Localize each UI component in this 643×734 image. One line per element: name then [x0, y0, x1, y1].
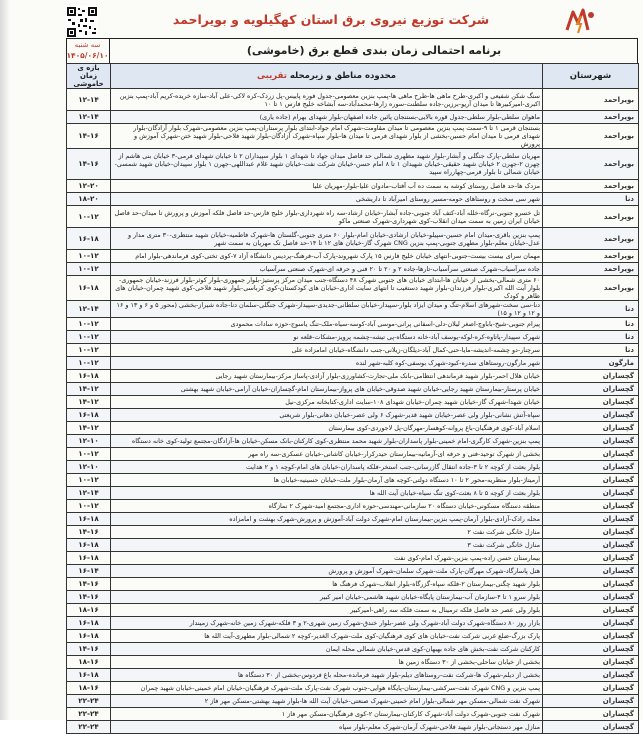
- time-cell: ۱۴-۱۶: [67, 643, 111, 656]
- table-row: [67, 124, 639, 149]
- county-cell: بویراحمد: [543, 149, 639, 180]
- table-row: [67, 682, 639, 695]
- area-cell: بیمارستان حسن زاده-پمپ بنزین-شهرک امام-کوی نفت: [111, 552, 543, 565]
- table-row: [67, 331, 639, 344]
- area-cell: ۶۰ متری شمالی-بخشی از خیابان ها-ابتدای خیابان های جنوبی شهرک ۴۸ دستگاه-جنب میدان مرکز پرستیژ-بلوار جمهوری-بلوار کوثر-بلوار فرزند-خیابان جمهوری-بلوار آیت الله اکبری-بلوار فرزندان-بلوار شهید دستغیب تا انتهای سایت اداری-خیابان های کودکستان-کوی کرباسی-بلوار شهید فلاحی-کوی شهید چمران-خیابان های طاهر و کودک: [111, 276, 543, 301]
- time-cell: ۲۲-۲۴: [67, 721, 111, 734]
- area-cell: خیابان پرستار-بیمارستان شهید رجایی-خیابان شهید صدوقی-خیابان های پرواز-بیمارستان امام-گچساران-خیابان آرامی-خیابان شهید بهشتی: [111, 383, 543, 396]
- county-cell: دنا: [543, 344, 639, 357]
- time-cell: ۱۰-۱۲: [67, 500, 111, 513]
- county-cell: بویراحمد: [543, 263, 639, 276]
- county-cell: گچساران: [543, 565, 639, 578]
- area-cell: خیابان هلال احمر-بلوار شهید فرماندهی انتظامی-بانک ملی-تجارت-کشاورزی-بلوار آزادی-پاساژ مرکز-بیمارستان شهید رجایی: [111, 370, 543, 383]
- time-cell: ۱۲-۲۰: [67, 180, 111, 193]
- time-cell: ۱۶-۱۸: [67, 669, 111, 682]
- table-row: [67, 708, 639, 721]
- table-row: [67, 370, 639, 383]
- county-cell: گچساران: [543, 721, 639, 734]
- table-row: [67, 474, 639, 487]
- area-cell: پارک بزرگ-ضلع غربی شرکت نفت-خیابان های کوی فرهنگیان-کوی ملت-شهرک الغدیر-کوچه ۲ شمالی-بلوار مطهری-آیت الله ها: [111, 630, 543, 643]
- time-cell: ۱۰-۱۲: [67, 263, 111, 276]
- subtitle-row: [66, 38, 638, 63]
- table-row: [67, 228, 639, 250]
- area-cell: شهرک نفت شمالی-مسکن مهر شمالی-بلوار امام خمینی-شهرک صنعتی-خیابان آیت الله ها-بلوار شهید بهشتی-مسکن مهر فاز ۲: [111, 695, 543, 708]
- table-row: [67, 721, 639, 734]
- area-cell: بلوار ولی عصر حد فاصل فلکه ترمینال به سمت فلکه سه راهی-امیرکبیر: [111, 604, 543, 617]
- time-cell: ۲۲-۲۴: [67, 708, 111, 721]
- table-row: [67, 111, 639, 124]
- time-cell: ۱۴-۱۶: [67, 526, 111, 539]
- table-row: [67, 409, 639, 422]
- area-cell: سرچنار-دو چشمه-اندیشه-مایا-حنی-کمال آباد-دیلگان-زیلانی-جنب دانشگاه-خیابان امامزاده علی: [111, 344, 543, 357]
- area-cell: پمپ بنزین-شهرک کارگری-امام خمینی-بلوار پاسداران-بلوار شهید محمد منتظری-کوی کارکنان-بانک مسکن-خیابان ها-آزادگان-مجتمع تولید-کوی خانه دستگاه: [111, 435, 543, 448]
- county-cell: بویراحمد: [543, 276, 639, 301]
- company-title: شرکت توزیع نیروی برق استان کهگیلویه و بویراحمد: [172, 12, 490, 27]
- table-row: [67, 448, 639, 461]
- county-cell: گچساران: [543, 526, 639, 539]
- time-cell: ۱۰-۱۲: [67, 357, 111, 370]
- area-cell: پیرام جنوبی-شیخ-باباوچ-اصغر لیلان-دلی-اسفانی پرانی-موسی آباد-کوسه-سیاه-ملک-تنگ یاسوج-حوزه سادات محمودی: [111, 318, 543, 331]
- table-row: [67, 193, 639, 206]
- area-cell: آرمیتاژ-بلوار منظریه-محور ۲ تا ۱۰ دستگاه دولتی-کوچه های آرمان-بلوار ملت-خیابان حسینیه-خیابان ها: [111, 474, 543, 487]
- weekday: سه شنبه: [74, 41, 101, 49]
- county-cell: گچساران: [543, 578, 639, 591]
- time-cell: ۱۶-۱۸: [67, 276, 111, 301]
- col-time-header: بازه ی زمان خاموشی: [67, 64, 111, 89]
- county-cell: گچساران: [543, 409, 639, 422]
- table-row: [67, 526, 639, 539]
- area-cell: ماهوان سلطی-بلوار سلطی-جدول قوره بالایی-بستنجان پائین جاده اصفهان-بلوار شهدای بهرام (جاده یاری): [111, 111, 543, 124]
- time-cell: ۱۴-۱۶: [67, 124, 111, 149]
- table-row: [67, 89, 639, 111]
- area-cell: کارکنان شرکت نفت-بخش های جاده بهبهان-کوی قدس-خیابان شمالی محله ایمان: [111, 643, 543, 656]
- time-cell: ۱۰-۱۲: [67, 206, 111, 228]
- area-cell: بلوار بعثت از کوچه ۲ تا ۳-جاده انتقال گازرسانی-جنب استخر-فلکه پاسداران-خیابان های امام-کوچه ۱ و ۲ هدایت: [111, 461, 543, 474]
- company-logo-icon: [564, 6, 596, 36]
- county-cell: بویراحمد: [543, 124, 639, 149]
- table-row: [67, 539, 639, 552]
- table-row: [67, 591, 639, 604]
- area-cell: بستنجان قرمی ۱ تا ۹-سمت پمپ بنزین معصومی تا میدان مقاومت-شهرک امام جواد-ابتدای بلوار پرستاران-پمپ بنزین معصومی-شهرک بلوار آرادگان-بلوار شهدای فرمی تا میدان امام حسین-بخشی از بلوار شهدای فرمی تا میدان ها-بلوار سپاه-شهرک آزادگان-بلوار شهید فلاحی-بلوار شهید ختن-شهرک آموزش و پرورش: [111, 124, 543, 149]
- schedule-subtitle: برنامه احتمالی زمان بندی قطع برق (خاموشی): [246, 44, 502, 57]
- document-header: [62, 6, 600, 36]
- time-cell: ۱۴-۱۶: [67, 578, 111, 591]
- area-cell: هتل پاسارگاد-شهرک مهرگان-پارک ملت-شهرک سلمان-شهرک آموزش و پرورش: [111, 565, 543, 578]
- table-row: [67, 276, 639, 301]
- table-row: [67, 487, 639, 500]
- time-cell: ۱۰-۱۲: [67, 448, 111, 461]
- time-cell: ۱۲-۱۰: [67, 435, 111, 448]
- time-cell: ۱۴-۱۲: [67, 422, 111, 435]
- area-cell: مهریان سلطی-پارک جنگلی و آبشار-بلوار شهید مطهری شمالی حد فاصل میدان جهاد تا شهدای ۱ بلوار سپیداران ۲ تا خیابان شهدای فرمی-۳ خیابان بنی هاشم از چهرن ۲-جهرن ۲ خیابان شهید حقیقی-خیابان شهیدان ۱ تا ۸ امام حسن-خیابان شرکت نفت-خیابان شهید غلام عبداللهی-جهرن ۱ بلوار سپیدان-خیابان شهید شمسی-خیابان شمالی تا بلوار فرمی-چهارراه سپید: [111, 149, 543, 180]
- table-row: [67, 695, 639, 708]
- table-body: [67, 89, 639, 734]
- time-cell: ۱۸-۱۶: [67, 656, 111, 669]
- area-cell: شهرک نفت جنوبی-شهرک دولت آباد-شهرک کارکنان-بیمارستان ۲-کوی فرهنگیان-مسکن مهر فاز ۱: [111, 708, 543, 721]
- county-cell: گچساران: [543, 474, 639, 487]
- county-cell: بویراحمد: [543, 89, 639, 111]
- county-cell: گچساران: [543, 630, 639, 643]
- table-row: [67, 301, 639, 318]
- table-row: [67, 656, 639, 669]
- table-row: [67, 617, 639, 630]
- time-cell: ۲۲-۲۴: [67, 695, 111, 708]
- county-cell: مارگون: [543, 357, 639, 370]
- date: ۱۴۰۵/۰۶/۱۰: [66, 51, 109, 60]
- area-cell: شهرک سپیدار-پاتاوه-کره-لوکه-یوسف آباد-خانه دستگاه-پی تیشه-چشمه پرویز-مشکات-قلعه نو: [111, 331, 543, 344]
- area-cell: بخشی از شهرک توحید-فنی و حرفه ای-آرمانیه-بیمارستان حیدرکرار-خیابان کاشانی-خیابان عسکری-سه راه مهر: [111, 448, 543, 461]
- table-row: [67, 552, 639, 565]
- table-row: [67, 669, 639, 682]
- table-row: [67, 630, 639, 643]
- time-cell: ۱۴-۱۲: [67, 396, 111, 409]
- county-cell: گچساران: [543, 435, 639, 448]
- time-cell: ۱۶-۱۸: [67, 539, 111, 552]
- county-cell: گچساران: [543, 500, 639, 513]
- col-area-header-label: محدوده مناطق و زیرمحله: [289, 71, 396, 81]
- table-row: [67, 461, 639, 474]
- time-cell: ۱۰-۱۲: [67, 331, 111, 344]
- area-cell: بلوار بعثت از کوچه ۵ تا ۸ بعثت-کوی تنگ سیاه-خیابان آیت الله ها: [111, 487, 543, 500]
- table-row: [67, 435, 639, 448]
- table-row: [67, 578, 639, 591]
- time-cell: ۱۸-۱۶: [67, 604, 111, 617]
- time-cell: ۱۴-۱۶: [67, 149, 111, 180]
- table-header-row: [67, 64, 639, 89]
- area-cell: بلوار شهید چگنی-بیمارستان ۲-فلکه سپاه-گزرگاه-بلوار انقلاب-شهرک فرهنگ ها: [111, 578, 543, 591]
- county-cell: گچساران: [543, 643, 639, 656]
- area-cell: بازار روز ۸۰ دستگاه-شهرک دولت آباد-شهرک ولی عصر-بلوار خندق-شهرک زمین شهری-۲ و ۳ فلکه-شهرک زمین خانه-شهرک زمیندار: [111, 617, 543, 630]
- time-cell: ۱۶-۱۴: [67, 565, 111, 578]
- time-cell: ۱۰-۱۲: [67, 344, 111, 357]
- area-cell: خیابان شهدا-شهرک گاز-خیابان شهید چمران-خیابان شهدای ۱۰۸-سایت اداری-کتابخانه مرکزی-نیل: [111, 396, 543, 409]
- area-cell: بخشی از خیابان ساحلی-بخشی از ۳۰ دستگاه زمین ها: [111, 656, 543, 669]
- area-cell: شهر سی سخت و روستاهای حومه-مسیر روستای امیرآباد تا داریشخی: [111, 193, 543, 206]
- county-cell: گچساران: [543, 422, 639, 435]
- county-cell: گچساران: [543, 383, 639, 396]
- area-cell: اسلام آباد-کوی فرهنگیان-باغ پروانه-کوهسار-مهرگان-پل لاجوردی-کوی بیمارستان: [111, 422, 543, 435]
- table-row: [67, 643, 639, 656]
- time-cell: ۱۲-۱۴: [67, 111, 111, 124]
- time-cell: ۱۶-۱۸: [67, 630, 111, 643]
- county-cell: گچساران: [543, 461, 639, 474]
- time-cell: ۱۶-۱۸: [67, 513, 111, 526]
- table-row: [67, 396, 639, 409]
- area-cell: بلوار سرو ۱ تا ۴-سازمان آب-بیمارستان پایگاه-خیابان شهید هاشمی-خیابان امیر کبیر: [111, 591, 543, 604]
- photo-edge: [0, 0, 10, 720]
- table-row: [67, 318, 639, 331]
- col-area-header-note: تقریبی: [257, 71, 287, 81]
- time-cell: ۱۶-۱۸: [67, 552, 111, 565]
- table-row: [67, 604, 639, 617]
- time-cell: ۱۰-۱۲: [67, 318, 111, 331]
- county-cell: گچساران: [543, 539, 639, 552]
- col-area-header: [111, 64, 543, 89]
- outage-schedule-table: [66, 63, 639, 734]
- county-cell: دنا: [543, 318, 639, 331]
- col-county-header: شهرستان: [543, 64, 639, 89]
- area-cell: مزدک ها-حد فاصل روستای کوشه به سمت ده آب آفتاب-مادوان علیا-بلوار-مهریان علیا: [111, 180, 543, 193]
- time-cell: ۱۶-۱۸: [67, 617, 111, 630]
- area-cell: منطقه دستگاه مسکونی-خیابان دستگاه ۲۰ سازمانی-مهندسی-حوزه اداری-مجتمع امید-شهرک ۲ نمازگاه: [111, 500, 543, 513]
- table-row: [67, 422, 639, 435]
- time-cell: ۱۰-۱۲: [67, 474, 111, 487]
- area-cell: مهمان سرای بیست بیست-جنوبی-انتهای خیابان خلیج فارس ۱۵ پارک شهروند-پارک آب-فرهنگ-پردیس دانشگاه آزاد ۷-کوی تختی-کوی فرماندهی-بلوار امام: [111, 250, 543, 263]
- time-cell: ۱۲-۱۴: [67, 301, 111, 318]
- county-cell: بویراحمد: [543, 250, 639, 263]
- area-cell: شهر مارگون-روستاهای سدره-کبود-شهرک بوسفی-کوه کلبه-شهر لنده: [111, 357, 543, 370]
- time-cell: ۱۴-۱۶: [67, 591, 111, 604]
- area-cell: محله رادک-آزادی-بلوار آرمان-پمپ بنزین-بیمارستان امام-شهرک دولت آباد-آموزش و پرورش-شهرک بهشت و امامزاده: [111, 513, 543, 526]
- area-cell: منازل خانگی شرکت نفت ۳: [111, 539, 543, 552]
- county-cell: بویراحمد: [543, 111, 639, 124]
- table-row: [67, 149, 639, 180]
- table-row: [67, 383, 639, 396]
- area-cell: منازل مهر دستجاتی-بلوار شهید فلاحی-شهرک آرمان-شهرک معلم-بلوار سپاه: [111, 721, 543, 734]
- area-cell: سپاه-آتش نشانی-بلوار ولی عصر-خیابان شهید قدیر-شهرک ۶ ولی عصر-خیابان دهانی-بلوار شریعتی: [111, 409, 543, 422]
- county-cell: گچساران: [543, 682, 639, 695]
- county-cell: بویراحمد: [543, 206, 639, 228]
- county-cell: گچساران: [543, 604, 639, 617]
- table-row: [67, 513, 639, 526]
- county-cell: گچساران: [543, 552, 639, 565]
- county-cell: گچساران: [543, 669, 639, 682]
- county-cell: گچساران: [543, 513, 639, 526]
- table-row: [67, 206, 639, 228]
- table-row: [67, 180, 639, 193]
- time-cell: ۱۶-۱۸: [67, 409, 111, 422]
- time-cell: ۱۲-۱۴: [67, 89, 111, 111]
- county-cell: گچساران: [543, 656, 639, 669]
- area-cell: دنا-سی سخت-شهرهای اسلام-تنگ و میدان ایزاد بلوار-سپیدار-خیابان سلطانی-جدیدی-سپیدار-شهرک جنگلی-سلمان دنا-جاده شیراز-بخشی (محور ۵ و ۶ و ۱۳ و ۱۶ و ۱۲ و ۱۲ و ۱۵): [111, 301, 543, 318]
- county-cell: گچساران: [543, 591, 639, 604]
- county-cell: گچساران: [543, 695, 639, 708]
- area-cell: جاده سرآسیاب-شهرک صنعتی سرآسیاب-تارها-جاده ۲ و ۲۰ تا ۲۰ فنی و حرفه ای-شهرک صنعتی سرآسیاب: [111, 263, 543, 276]
- table-row: [67, 500, 639, 513]
- county-cell: گچساران: [543, 708, 639, 721]
- time-cell: ۱۲-۱۰: [67, 461, 111, 474]
- table-row: [67, 263, 639, 276]
- table-row: [67, 250, 639, 263]
- county-cell: گچساران: [543, 370, 639, 383]
- county-cell: دنا: [543, 193, 639, 206]
- time-cell: ۱۰-۱۲: [67, 250, 111, 263]
- area-cell: پمپ بنزین و CNG شهرک نفت-سرکشی-بیمارستان-پایگاه هوایی-جنوب شهرک نفت-پارک ملت-شهرک فرهنگیان-خیابان امام خمینی-خیابان شهید چمران: [111, 682, 543, 695]
- county-cell: دنا: [543, 301, 639, 318]
- time-cell: ۱۶-۱۸: [67, 370, 111, 383]
- area-cell: سنگ شکن شفیعی و اکبری-طرح ماهی ها-طرح ماهی ها-پمپ بنزین معصومی-جدول فوره پاییس-پل زردک-کره لاکی-علی آباد-سازه خریده-کریم آباد-پمپ بنزین اکبری-امیرکبیرها تا میدان آریو-برزین-جاده سلطنت-سوره زارها-محمدآباد-سه آبشاخه خلیج فارس ۱ تا ۱۰: [111, 89, 543, 111]
- county-cell: گچساران: [543, 396, 639, 409]
- county-cell: دنا: [543, 331, 639, 344]
- time-cell: ۱۸-۱۶: [67, 682, 111, 695]
- county-cell: گچساران: [543, 448, 639, 461]
- county-cell: گچساران: [543, 617, 639, 630]
- area-cell: منازل خانگی شرکت نفت ۲: [111, 526, 543, 539]
- area-cell: بخشی از دیلم-شهرک ها-شرکت نفت-روستاهای دیلم-بلوار شهید فرمانده-محله باغ فردوس-بخشی از ۳۰ دستگاه ها: [111, 669, 543, 682]
- time-cell: ۱۶-۱۸: [67, 228, 111, 250]
- table-row: [67, 357, 639, 370]
- county-cell: گچساران: [543, 487, 639, 500]
- time-cell: ۱۲-۱۴: [67, 487, 111, 500]
- area-cell: تل خسرو جنوبی-نرگاه-خلله آباد-کتف آباد جنوبی-جاده آبشار-خیابان ارشاد-سه راه شهرداری-بلوار خلیج فارس-حد فاصل فلکه آموزش و پرورش تا میدان-حد فاصل خیابان ایران زمین به سمت میدان انقلاب-کوی شهرداری-شهرک صنعتی ماکو: [111, 206, 543, 228]
- county-cell: بویراحمد: [543, 228, 639, 250]
- date-box: [66, 38, 110, 63]
- time-cell: ۱۸-۲۰: [67, 193, 111, 206]
- area-cell: پمپ بنزین باقری-میدان امام حسین-سپیلو-خیابان ارشادی-خیابان امام-بلوار ۶۰ متری جنوبی-گلستان ها-شهرک فاطمیه-خیابان شهید منتظری-۳۰ متری مدار و عدل-خیابان معلم-بلوار مطهری جنوبی-پمپ بنزین CNG شهرک گاز-خیابان های ۱۲ تا ۱۴-حد فاصل تک مهریان به سمت شهر: [111, 228, 543, 250]
- county-cell: بویراحمد: [543, 180, 639, 193]
- table-row: [67, 344, 639, 357]
- time-cell: ۱۴-۱۲: [67, 383, 111, 396]
- table-row: [67, 565, 639, 578]
